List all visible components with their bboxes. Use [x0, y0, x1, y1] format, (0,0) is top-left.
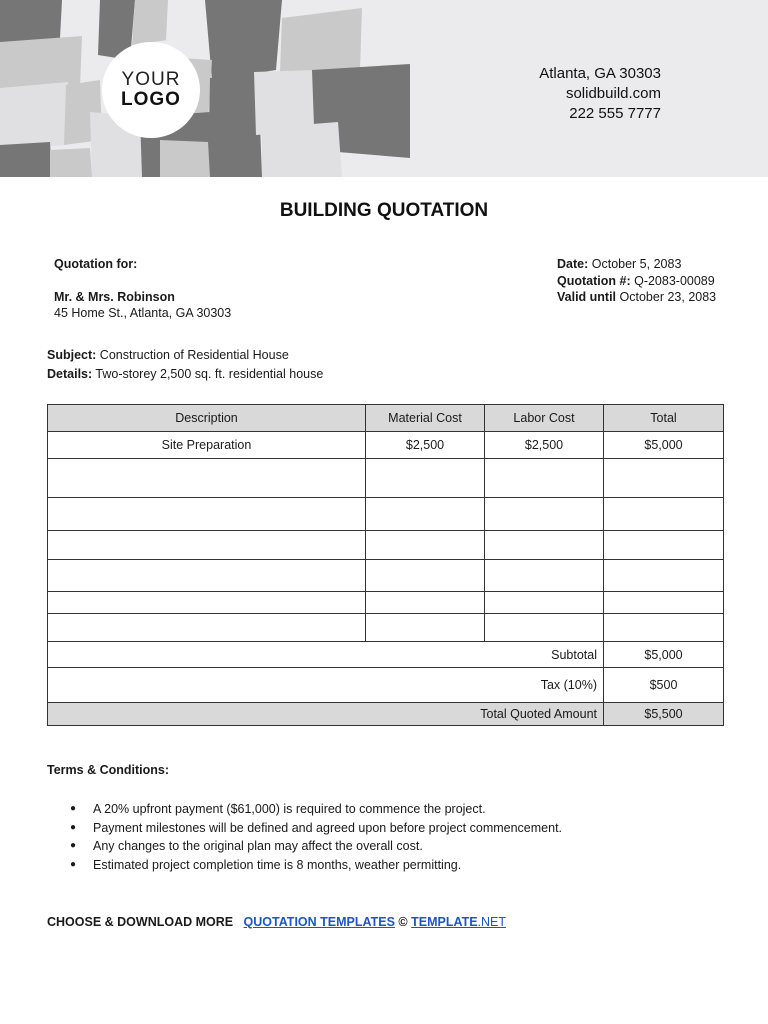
table-row-empty [48, 592, 724, 614]
logo-text-bottom: LOGO [121, 89, 181, 110]
details-row [47, 365, 323, 384]
empty-cell [366, 592, 485, 614]
subject-row [47, 346, 323, 365]
cell-description: Site Preparation [48, 432, 366, 459]
empty-cell [366, 498, 485, 531]
empty-cell [485, 498, 604, 531]
list-item: ● A 20% upfront payment ($61,000) is required to commence the project. [70, 800, 562, 819]
subtotal-label: Subtotal [48, 642, 604, 668]
template-net-link-suffix: .NET [477, 915, 507, 929]
table-row-empty [48, 498, 724, 531]
tax-label: Tax (10%) [48, 668, 604, 703]
client-label: Quotation for: [54, 257, 138, 271]
table-row-empty [48, 459, 724, 498]
header-decorative-shapes [0, 0, 410, 177]
company-website: solidbuild.com [565, 85, 661, 102]
empty-cell [604, 614, 724, 642]
empty-cell [48, 498, 366, 531]
empty-cell [366, 560, 485, 592]
column-header-labor-cost: Labor Cost [485, 405, 604, 432]
empty-cell [48, 592, 366, 614]
logo-text-top: YOUR [121, 69, 181, 90]
tax-row [48, 668, 724, 703]
client-name: Mr. & Mrs. Robinson [54, 289, 175, 304]
terms-list [70, 800, 562, 875]
subtotal-value: $5,000 [604, 642, 724, 668]
table-row-empty [48, 614, 724, 642]
meta-valid-row [557, 289, 716, 306]
company-address: Atlanta, GA 30303 [539, 65, 661, 82]
empty-cell [485, 459, 604, 498]
empty-cell [604, 459, 724, 498]
list-item: ● Payment milestones will be defined and agreed upon before project commencement. [70, 819, 562, 838]
empty-cell [366, 459, 485, 498]
empty-cell [604, 560, 724, 592]
meta-date-row [557, 256, 716, 273]
cell-total: $5,000 [604, 432, 724, 459]
date-label: Date: [557, 257, 589, 271]
quote-number-label: Quotation #: [557, 273, 631, 288]
date-value: October 5, 2083 [591, 257, 682, 271]
column-header-description: Description [48, 405, 366, 432]
subject-label: Subject: [47, 348, 97, 362]
meta-quote-row [557, 273, 716, 290]
client-block [54, 256, 231, 322]
subtotal-row [48, 642, 724, 668]
quotation-templates-link[interactable]: QUOTATION TEMPLATES [243, 915, 395, 929]
cell-material-cost: $2,500 [366, 432, 485, 459]
table-row [48, 432, 724, 459]
empty-cell [48, 614, 366, 642]
template-net-link-main: TEMPLATE [411, 915, 478, 929]
list-item: ● Estimated project completion time is 8 months, weather permitting. [70, 856, 562, 875]
empty-cell [48, 531, 366, 560]
cell-labor-cost: $2,500 [485, 432, 604, 459]
empty-cell [485, 592, 604, 614]
document-title: BUILDING QUOTATION [279, 200, 489, 221]
header-banner [0, 0, 768, 177]
details-label: Details: [47, 367, 93, 381]
quote-number-value: Q-2083-00089 [634, 273, 715, 288]
empty-cell [48, 459, 366, 498]
valid-until-value: October 23, 2083 [619, 290, 717, 304]
table-row-empty [48, 560, 724, 592]
table-row-empty [48, 531, 724, 560]
total-label: Total Quoted Amount [48, 703, 604, 726]
empty-cell [604, 592, 724, 614]
empty-cell [485, 614, 604, 642]
total-row [48, 703, 724, 726]
client-address: 45 Home St., Atlanta, GA 30303 [54, 306, 232, 320]
empty-cell [366, 614, 485, 642]
valid-until-label: Valid until [557, 290, 617, 304]
empty-cell [48, 560, 366, 592]
empty-cell [604, 531, 724, 560]
list-item: ● Any changes to the original plan may affect the overall cost. [70, 837, 562, 856]
total-value: $5,500 [604, 703, 724, 726]
empty-cell [366, 531, 485, 560]
template-net-link[interactable] [411, 915, 506, 929]
copyright-symbol: © [398, 915, 408, 929]
tax-value: $500 [604, 668, 724, 703]
company-contact [539, 64, 661, 124]
column-header-material-cost: Material Cost [366, 405, 485, 432]
empty-cell [485, 531, 604, 560]
subject-value: Construction of Residential House [99, 348, 289, 362]
footer-cta-text: CHOOSE & DOWNLOAD MORE [47, 915, 234, 929]
details-value: Two-storey 2,500 sq. ft. residential house [95, 367, 324, 381]
empty-cell [604, 498, 724, 531]
empty-cell [485, 560, 604, 592]
subject-block [47, 346, 323, 384]
quotation-table [47, 404, 724, 726]
table-header-row [48, 405, 724, 432]
terms-title: Terms & Conditions: [47, 763, 169, 777]
company-logo [102, 42, 200, 138]
quote-meta [557, 256, 716, 306]
company-phone: 222 555 7777 [569, 105, 661, 122]
footer-promo [47, 915, 506, 929]
column-header-total: Total [604, 405, 724, 432]
